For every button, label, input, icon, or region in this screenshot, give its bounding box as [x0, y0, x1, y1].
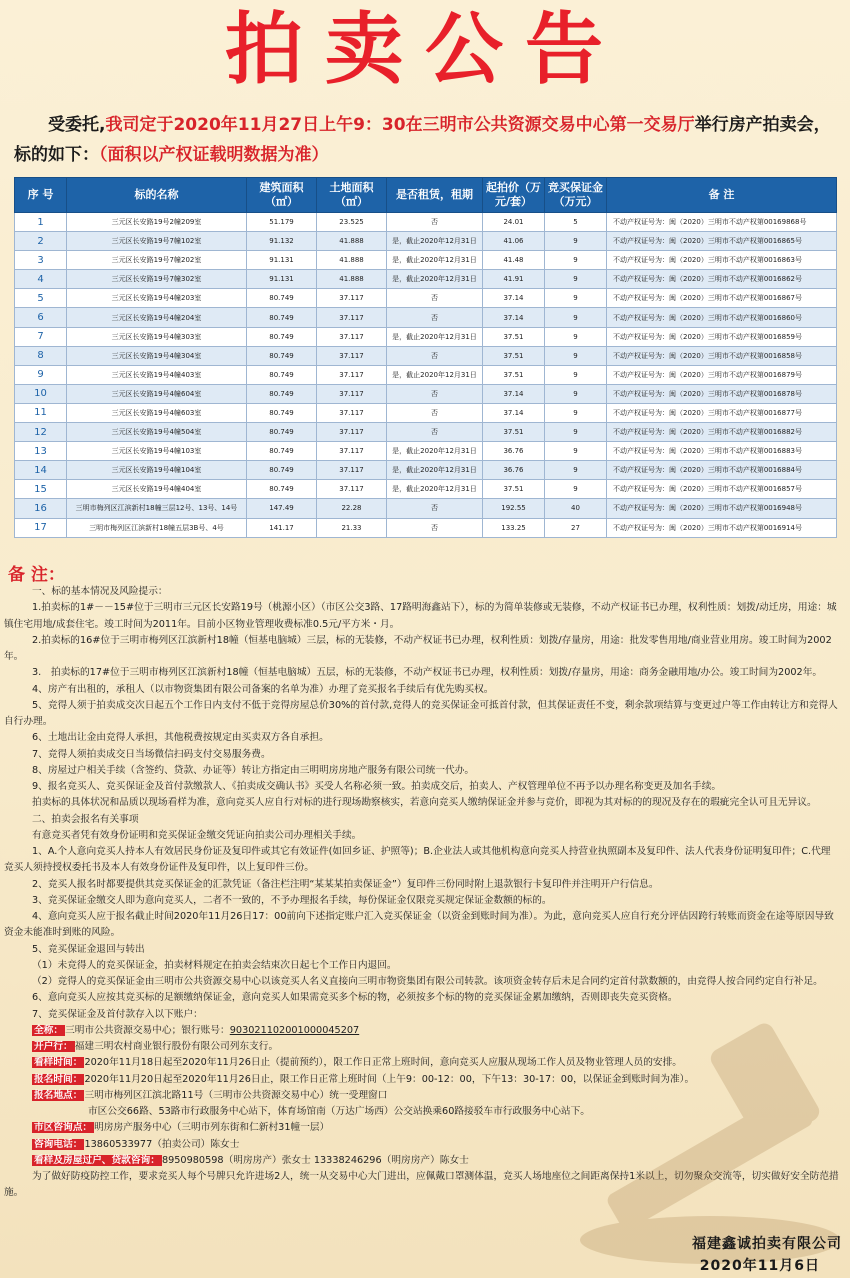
table-header-7: 备 注	[607, 178, 837, 213]
table-cell: 否	[387, 289, 483, 308]
table-header-1: 标的名称	[67, 178, 247, 213]
table-cell: 37.117	[317, 327, 387, 346]
table-cell: 三元区长安路19号4幢403室	[67, 365, 247, 384]
table-cell: 9	[545, 251, 607, 270]
table-cell: 三元区长安路19号4幢204室	[67, 308, 247, 327]
table-cell: 9	[15, 365, 67, 384]
table-cell: 41.48	[483, 251, 545, 270]
table-cell: 192.55	[483, 499, 545, 518]
table-cell: 21.33	[317, 518, 387, 537]
view-time-label: 看样时间：	[34, 1057, 83, 1069]
table-row	[15, 423, 837, 442]
table-cell: 37.14	[483, 308, 545, 327]
table-cell: 41.888	[317, 232, 387, 251]
table-row	[15, 365, 837, 384]
register-place-value: 三明市梅列区江滨北路11号（三明市公共资源交易中心）统一受理窗口	[84, 1089, 388, 1101]
table-cell: 是，截止2020年12月31日	[387, 232, 483, 251]
table-cell: 37.51	[483, 327, 545, 346]
intro-part3: 举行房产拍卖会，	[694, 115, 831, 135]
table-cell: 36.76	[483, 461, 545, 480]
table-cell: 三元区长安路19号4幢203室	[67, 289, 247, 308]
table-cell: 9	[545, 442, 607, 461]
table-cell: 9	[545, 232, 607, 251]
note-1-6: 6、土地出让金由竞得人承担，其他税费按规定由买卖双方各自承担。	[32, 732, 329, 744]
bank-label: 开户行：	[34, 1041, 73, 1052]
table-cell: 否	[387, 423, 483, 442]
table-row	[15, 461, 837, 480]
intro-paragraph	[14, 110, 844, 170]
table-cell: 40	[545, 499, 607, 518]
intro-part2: 我司定于2020年11月27日上午9：30在三明市公共资源交易中心第一交易厅	[105, 115, 695, 135]
table-cell: 80.749	[247, 365, 317, 384]
section-2-heading: 二、拍卖会报名有关事项	[32, 813, 139, 825]
table-cell: 不动产权证号为：闽（2020）三明市不动产权第0016882号	[607, 423, 837, 442]
table-row	[15, 232, 837, 251]
table-cell: 91.131	[247, 251, 317, 270]
table-cell: 141.17	[247, 518, 317, 537]
table-header-5: 起拍价（万元/套）	[483, 178, 545, 213]
table-cell: 9	[545, 289, 607, 308]
account-number: 903021102001000045207	[229, 1024, 360, 1036]
table-cell: 不动产权证号为：闽（2020）三明市不动产权第0016878号	[607, 384, 837, 403]
table-cell: 9	[545, 461, 607, 480]
table-cell: 23.525	[317, 213, 387, 232]
table-cell: 2	[15, 232, 67, 251]
table-cell: 11	[15, 403, 67, 422]
table-cell: 不动产权证号为：闽（2020）三明市不动产权第0016862号	[607, 270, 837, 289]
note-1-4: 4、房产有出租的，承租人（以市物资集团有限公司备案的名单为准）办理了竞买报名手续后有优先购买权。	[32, 683, 494, 695]
table-cell: 37.117	[317, 403, 387, 422]
table-cell: 24.01	[483, 213, 545, 232]
table-cell: 否	[387, 346, 483, 365]
table-cell: 9	[545, 346, 607, 365]
loan-label: 看样及房屋过户、贷款咨询：	[34, 1154, 160, 1166]
note-1-2: 2.拍卖标的16#位于三明市梅列区江滨新村18幢（恒基电脑城）三层，标的无装修，不动产权证书已办理，权利性质：划拨/存量房，用途：批发零售用地/商业营业用房。竣工时间为2002年。	[4, 634, 832, 662]
consult-value: 明房房产服务中心（三明市列东街和仁新村31幢一层）	[94, 1122, 330, 1134]
table-cell: 37.14	[483, 403, 545, 422]
table-cell: 36.76	[483, 442, 545, 461]
table-cell: 37.117	[317, 289, 387, 308]
table-cell: 41.888	[317, 270, 387, 289]
note-1-8: 8、房屋过户相关手续（含签约、贷款、办证等）转让方指定由三明明房房地产服务有限公司统一代办。	[32, 764, 475, 776]
table-cell: 9	[545, 480, 607, 499]
table-cell: 不动产权证号为：闽（2020）三明市不动产权第0016863号	[607, 251, 837, 270]
table-cell: 三元区长安路19号4幢504室	[67, 423, 247, 442]
phone-value: 13860533977（拍卖公司）陈女士	[84, 1138, 240, 1150]
table-cell: 17	[15, 518, 67, 537]
table-cell: 80.749	[247, 461, 317, 480]
note-2-2: 2、竞买人报名时都要提供其竞买保证金的汇款凭证（备注栏注明“某某某拍卖保证金”）复印件三份同时附上退款银行卡复印件并注明开户行信息。	[32, 878, 659, 890]
table-cell: 三明市梅列区江滨新村18幢三层12号、13号、14号	[67, 499, 247, 518]
auction-table	[14, 177, 837, 538]
note-1-3: 3. 拍卖标的17#位于三明市梅列区江滨新村18幢（恒基电脑城）五层，标的无装修，不动产权证书已办理，权利性质：划拨/存量房，用途：商务金融用地/办公。竣工时间为2002年。	[32, 667, 823, 679]
note-2-5: 5、竞买保证金退回与转出	[32, 943, 145, 955]
table-cell: 9	[545, 403, 607, 422]
table-cell: 不动产权证号为：闽（2020）三明市不动产权第0016877号	[607, 403, 837, 422]
table-cell: 是，截止2020年12月31日	[387, 442, 483, 461]
table-row	[15, 384, 837, 403]
table-cell: 37.117	[317, 442, 387, 461]
register-place-transit: 市区公交66路、53路市行政服务中心站下，体育场馆南（万达广场西）公交站换乘60路接驳车市行政服务中心站下。	[88, 1106, 590, 1117]
note-1-9: 9、报名竞买人、竞买保证金及首付款缴款人、《拍卖成交确认书》买受人名称必须一致。拍卖成交后，拍卖人、产权管理单位不再予以办理名称变更及加名手续。	[32, 781, 722, 792]
table-cell: 27	[545, 518, 607, 537]
table-header-3: 土地面积（㎡）	[317, 178, 387, 213]
table-cell: 三元区长安路19号4幢604室	[67, 384, 247, 403]
table-cell: 37.117	[317, 461, 387, 480]
table-cell: 41.888	[317, 251, 387, 270]
table-cell: 是，截止2020年12月31日	[387, 327, 483, 346]
table-cell: 12	[15, 423, 67, 442]
table-cell: 37.117	[317, 308, 387, 327]
register-place-label: 报名地点：	[34, 1089, 83, 1101]
table-cell: 三元区长安路19号7幢202室	[67, 251, 247, 270]
table-cell: 三元区长安路19号2幢209室	[67, 213, 247, 232]
table-cell: 否	[387, 518, 483, 537]
table-row	[15, 403, 837, 422]
account-value: 三明市公共资源交易中心；银行账号：	[65, 1024, 230, 1036]
intro-part5: （面积以产权证载明数据为准）	[99, 145, 329, 165]
table-cell: 三元区长安路19号4幢104室	[67, 461, 247, 480]
table-cell: 37.117	[317, 423, 387, 442]
table-cell: 80.749	[247, 423, 317, 442]
table-cell: 是，截止2020年12月31日	[387, 365, 483, 384]
table-cell: 16	[15, 499, 67, 518]
table-cell: 否	[387, 384, 483, 403]
table-row	[15, 480, 837, 499]
table-cell: 否	[387, 308, 483, 327]
table-header-4: 是否租赁，租期	[387, 178, 483, 213]
table-cell: 1	[15, 213, 67, 232]
table-cell: 不动产权证号为：闽（2020）三明市不动产权第0016867号	[607, 289, 837, 308]
section-1-heading: 一、标的基本情况及风险提示：	[32, 586, 168, 597]
company-name: 福建鑫诚拍卖有限公司	[692, 1236, 842, 1252]
table-cell: 37.51	[483, 480, 545, 499]
table-cell: 80.749	[247, 289, 317, 308]
table-cell: 37.51	[483, 365, 545, 384]
table-cell: 37.51	[483, 346, 545, 365]
table-cell: 不动产权证号为：闽（2020）三明市不动产权第0016879号	[607, 365, 837, 384]
table-cell: 6	[15, 308, 67, 327]
table-row	[15, 442, 837, 461]
table-cell: 三元区长安路19号7幢302室	[67, 270, 247, 289]
table-header-0: 序 号	[15, 178, 67, 213]
table-cell: 9	[545, 270, 607, 289]
table-cell: 三元区长安路19号4幢404室	[67, 480, 247, 499]
epidemic-note: 为了做好防疫防控工作，要求竞买人每个号牌只允许进场2人，统一从交易中心大门进出，应佩戴口罩测体温，竞买人场地座位之间距离保持1米以上，切勿聚众交流等，切实做好安全防范措施。	[4, 1171, 839, 1199]
table-row	[15, 499, 837, 518]
table-cell: 三元区长安路19号7幢102室	[67, 232, 247, 251]
table-cell: 41.06	[483, 232, 545, 251]
intro-part1: 受委托,	[48, 115, 106, 135]
table-header-6: 竞买保证金（万元）	[545, 178, 607, 213]
notes-heading: 备 注：	[8, 565, 65, 585]
table-cell: 不动产权证号为：闽（2020）三明市不动产权第0016883号	[607, 442, 837, 461]
table-cell: 13	[15, 442, 67, 461]
table-cell: 是，截止2020年12月31日	[387, 480, 483, 499]
consult-label: 市区咨询点：	[34, 1122, 93, 1134]
table-cell: 是，截止2020年12月31日	[387, 461, 483, 480]
register-time-label: 报名时间：	[34, 1073, 83, 1085]
table-cell: 80.749	[247, 346, 317, 365]
table-cell: 41.91	[483, 270, 545, 289]
table-cell: 不动产权证号为：闽（2020）三明市不动产权第0016948号	[607, 499, 837, 518]
table-cell: 9	[545, 308, 607, 327]
note-2-5b: （2）竞得人的竞买保证金由三明市公共资源交易中心以该竞买人名义直接向三明市物资集团有限公司转款。该项资金转存后未足合同约定首付款数额的，由竞得人按合同约定自行补足。	[32, 976, 823, 987]
table-cell: 三元区长安路19号4幢304室	[67, 346, 247, 365]
table-row	[15, 518, 837, 537]
note-1-10: 拍卖标的具体状况和品质以现场看样为准，意向竞买人应自行对标的进行现场勘察核实，若意向竞买人缴纳保证金并参与竞价，即视为其对标的的现况及存在的瑕疵完全认可且无异议。	[32, 797, 817, 809]
table-cell: 37.14	[483, 384, 545, 403]
note-2-5a: （1）未竞得人的竞买保证金，拍卖材料规定在拍卖会结束次日起七个工作日内退回。	[32, 959, 397, 971]
table-cell: 80.749	[247, 442, 317, 461]
view-time-value: 2020年11月18日起至2020年11月26日止（提前预约），限工作日正常上班时间，意向竞买人应服从现场工作人员及物业管理人员的安排。	[84, 1057, 682, 1069]
table-cell: 9	[545, 327, 607, 346]
table-cell: 不动产权证号为：闽（2020）三明市不动产权第00169868号	[607, 213, 837, 232]
table-cell: 9	[545, 365, 607, 384]
issue-date: 2020年11月6日	[699, 1258, 820, 1274]
table-cell: 37.117	[317, 480, 387, 499]
table-cell: 是，截止2020年12月31日	[387, 270, 483, 289]
table-row	[15, 346, 837, 365]
table-cell: 80.749	[247, 403, 317, 422]
table-cell: 三元区长安路19号4幢103室	[67, 442, 247, 461]
note-2-4: 4、意向竞买人应于报名截止时间2020年11月26日17：00前向下述指定账户汇入竞买保证金（以资金到账时间为准）。为此，意向竞买人应自行充分评估因跨行转账而资金在途等原因导致资金未能准时到账的风险。	[4, 911, 834, 939]
table-row	[15, 270, 837, 289]
note-2-6: 6、意向竞买人应按其竞买标的足额缴纳保证金，意向竞买人如果需竞买多个标的物，必须按多个标的物的竞买保证金累加缴纳，否则即丧失竞买资格。	[32, 992, 678, 1004]
table-row	[15, 251, 837, 270]
note-2-3: 3、竞买保证金缴交人即为意向竞买人，二者不一致的，不予办理报名手续，每份保证金仅限竞买规定保证金数额的标的。	[32, 894, 552, 906]
table-cell: 9	[545, 423, 607, 442]
table-cell: 不动产权证号为：闽（2020）三明市不动产权第0016884号	[607, 461, 837, 480]
table-cell: 不动产权证号为：闽（2020）三明市不动产权第0016858号	[607, 346, 837, 365]
table-cell: 8	[15, 346, 67, 365]
table-cell: 否	[387, 213, 483, 232]
page-title: 拍卖公告	[224, 5, 625, 95]
table-cell: 80.749	[247, 384, 317, 403]
table-row	[15, 213, 837, 232]
table-header-2: 建筑面积（㎡）	[247, 178, 317, 213]
table-cell: 不动产权证号为：闽（2020）三明市不动产权第0016914号	[607, 518, 837, 537]
table-cell: 80.749	[247, 327, 317, 346]
table-cell: 3	[15, 251, 67, 270]
table-cell: 91.132	[247, 232, 317, 251]
table-cell: 37.14	[483, 289, 545, 308]
table-cell: 5	[15, 289, 67, 308]
table-cell: 7	[15, 327, 67, 346]
table-cell: 三元区长安路19号4幢303室	[67, 327, 247, 346]
table-cell: 是，截止2020年12月31日	[387, 251, 483, 270]
table-row	[15, 308, 837, 327]
table-cell: 37.51	[483, 423, 545, 442]
table-cell: 133.25	[483, 518, 545, 537]
note-1-5: 5、竞得人须于拍卖成交次日起五个工作日内支付不低于竞得房屋总价30%的首付款,竞得人的竞买保证金可抵首付款，但其保证责任不变，剩余款项结算与变更过户等工作由转让方和竞得人自行办理。	[4, 699, 838, 727]
bank-value: 福建三明农村商业银行股份有限公司列东支行。	[74, 1041, 279, 1052]
note-2-7: 7、竞买保证金及首付款存入以下账户：	[32, 1008, 203, 1020]
table-cell: 91.131	[247, 270, 317, 289]
account-label: 全称：	[34, 1024, 64, 1036]
table-cell: 不动产权证号为：闽（2020）三明市不动产权第0016857号	[607, 480, 837, 499]
loan-value: 8950980598（明房房产）张女士 13338246296（明房房产）陈女士	[161, 1154, 469, 1166]
table-cell: 三元区长安路19号4幢603室	[67, 403, 247, 422]
table-cell: 三明市梅列区江滨新村18幢五层3B号、4号	[67, 518, 247, 537]
table-cell: 147.49	[247, 499, 317, 518]
table-cell: 51.179	[247, 213, 317, 232]
table-row	[15, 289, 837, 308]
table-cell: 9	[545, 384, 607, 403]
note-2-0: 有意竞买者凭有效身份证明和竞买保证金缴交凭证向拍卖公司办理相关手续。	[32, 829, 362, 841]
table-cell: 10	[15, 384, 67, 403]
table-cell: 37.117	[317, 365, 387, 384]
table-cell: 22.28	[317, 499, 387, 518]
table-cell: 5	[545, 213, 607, 232]
table-cell: 否	[387, 499, 483, 518]
table-cell: 37.117	[317, 346, 387, 365]
note-2-1: 1、A.个人意向竞买人持本人有效居民身份证及复印件或其它有效证件(如回乡证、护照等)；B.企业法人或其他机构意向竞买人持营业执照副本及复印件、法人代表身份证明复印件；C.代理竞买人须持授权委托书及本人有效身份证件及复印件，以上复印件三份。	[4, 846, 831, 874]
note-1-7: 7、竞得人须拍卖成交日当场微信扫码支付交易服务费。	[32, 748, 271, 760]
table-row	[15, 327, 837, 346]
gavel-watermark-icon	[560, 990, 850, 1270]
table-cell: 14	[15, 461, 67, 480]
table-cell: 否	[387, 403, 483, 422]
table-cell: 不动产权证号为：闽（2020）三明市不动产权第0016860号	[607, 308, 837, 327]
phone-label: 咨询电话：	[34, 1138, 83, 1150]
register-time-value: 2020年11月20日起至2020年11月26日止，限工作日正常上班时间（上午9：00-12：00，下午13：30-17：00，以保证金到账时间为准）。	[84, 1073, 695, 1085]
table-cell: 4	[15, 270, 67, 289]
intro-part4: 标的如下：	[14, 145, 99, 165]
table-cell: 80.749	[247, 308, 317, 327]
table-cell: 37.117	[317, 384, 387, 403]
table-cell: 不动产权证号为：闽（2020）三明市不动产权第0016865号	[607, 232, 837, 251]
table-cell: 不动产权证号为：闽（2020）三明市不动产权第0016859号	[607, 327, 837, 346]
note-1-1: 1.拍卖标的1#－－15#位于三明市三元区长安路19号（桃源小区）（市区公交3路、17路明海鑫站下），标的为简单装修或无装修，不动产权证书已办理，权利性质：划拨/动迁房，用途：城镇住宅用地/成套住宅。竣工时间为2011年。目前小区物业管理收费标准0.5元/平方米・月。	[4, 602, 837, 630]
table-cell: 15	[15, 480, 67, 499]
table-cell: 80.749	[247, 480, 317, 499]
